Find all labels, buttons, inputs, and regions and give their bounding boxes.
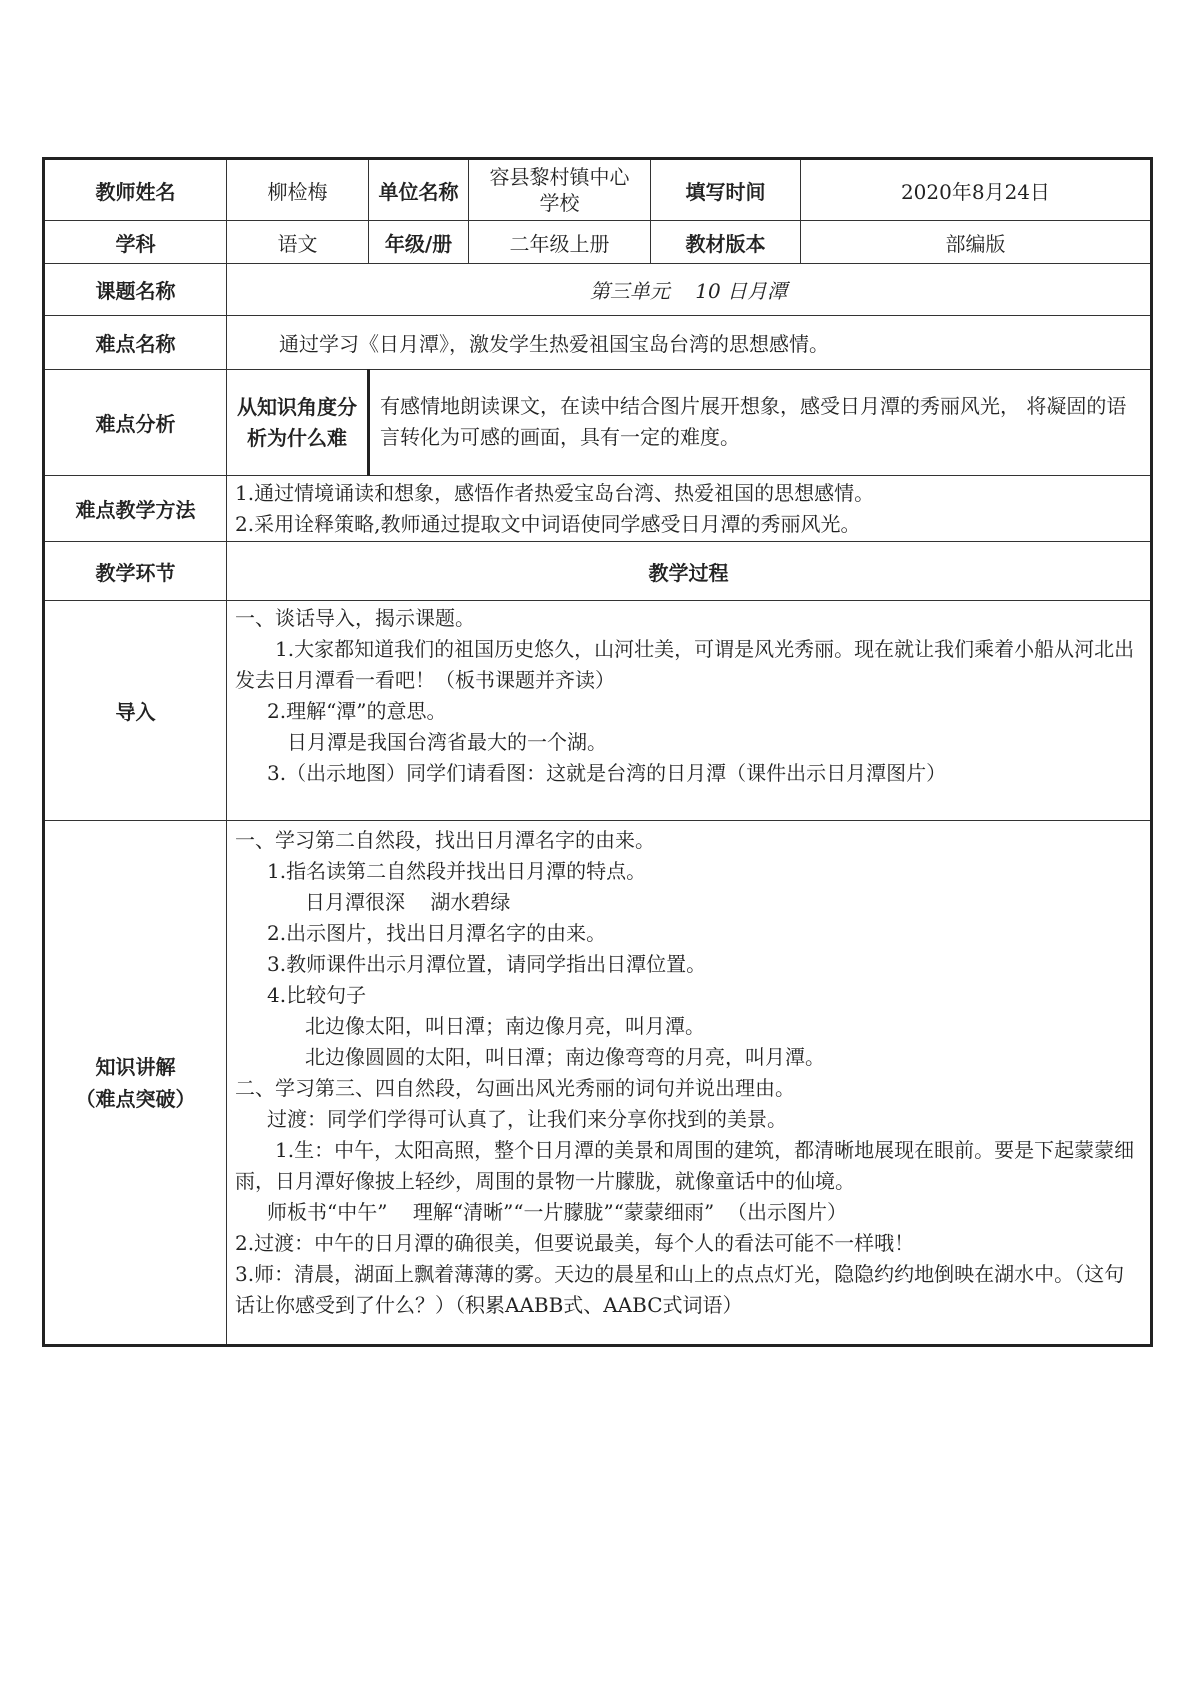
- knowledge-line: 2.出示图片，找出日月潭名字的由来。: [267, 921, 607, 945]
- knowledge-line: 2.过渡：中午的日月潭的确很美，但要说最美，每个人的看法可能不一样哦！: [235, 1231, 915, 1255]
- knowledge-line: 二、学习第三、四自然段，勾画出风光秀丽的词句并说出理由。: [235, 1076, 795, 1100]
- intro-line: 1.大家都知道我们的祖国历史悠久，山河壮美，可谓是风光秀丽。现在就让我们乘着小船从河北出发去日月潭看一看吧！（板书课题并齐读）: [235, 637, 1135, 692]
- difficulty-value: 通过学习《日月潭》，激发学生热爱祖国宝岛台湾的思想感情。: [227, 316, 1152, 370]
- knowledge-line: 师板书“中午” 理解“清晰”“一片朦胧”“蒙蒙细雨” （出示图片）: [267, 1200, 847, 1224]
- knowledge-line: 1.指名读第二自然段并找出日月潭的特点。: [267, 859, 647, 883]
- difficulty-label: 难点名称: [44, 316, 227, 370]
- fill-date: 2020年8月24日: [801, 159, 1152, 221]
- header-row-2: [44, 221, 1152, 264]
- process-header-row: [44, 542, 1152, 601]
- knowledge-label: [44, 821, 227, 1346]
- knowledge-row: [44, 821, 1152, 1346]
- process-label: 教学过程: [227, 542, 1152, 601]
- intro-content: [227, 601, 1152, 821]
- intro-line: 日月潭是我国台湾省最大的一个湖。: [287, 730, 607, 754]
- analysis-row: [44, 370, 1152, 476]
- knowledge-content: [227, 821, 1152, 1346]
- method-label: 难点教学方法: [44, 476, 227, 542]
- knowledge-label-line1: 知识讲解: [95, 1054, 176, 1079]
- knowledge-line: 北边像圆圆的太阳，叫日潭；南边像弯弯的月亮，叫月潭。: [305, 1045, 825, 1069]
- unit-label: 单位名称: [369, 159, 469, 221]
- teacher-label: 教师姓名: [44, 159, 227, 221]
- intro-row: [44, 601, 1152, 821]
- intro-line: 3.（出示地图）同学们请看图：这就是台湾的日月潭（课件出示日月潭图片）: [267, 761, 947, 785]
- topic-value: 第三单元 10 日月潭: [227, 264, 1152, 316]
- analysis-value: 有感情地朗读课文，在读中结合图片展开想象，感受日月潭的秀丽风光， 将凝固的语言转化为可感的画面，具有一定的难度。: [369, 370, 1152, 476]
- method-line: 2.采用诠释策略,教师通过提取文中词语使同学感受日月潭的秀丽风光。: [235, 511, 861, 536]
- edition-label: 教材版本: [651, 221, 801, 264]
- difficulty-row: [44, 316, 1152, 370]
- grade-label: 年级/册: [369, 221, 469, 264]
- knowledge-line: 过渡：同学们学得可认真了，让我们来分享你找到的美景。: [267, 1107, 787, 1131]
- intro-line: 2.理解“潭”的意思。: [267, 699, 447, 723]
- analysis-sub-label: 从知识角度分析为什么难: [227, 370, 369, 476]
- intro-line: 一、谈话导入，揭示课题。: [235, 606, 475, 630]
- method-line: 1.通过情境诵读和想象，感悟作者热爱宝岛台湾、热爱祖国的思想感情。: [235, 480, 875, 505]
- subject-value: 语文: [227, 221, 369, 264]
- lesson-plan-table: [42, 157, 1153, 1347]
- method-row: [44, 476, 1152, 542]
- knowledge-line: 一、学习第二自然段，找出日月潭名字的由来。: [235, 828, 655, 852]
- unit-name: 容县黎村镇中心学校: [469, 159, 651, 221]
- intro-label: 导入: [44, 601, 227, 821]
- knowledge-line: 1.生：中午，太阳高照，整个日月潭的美景和周围的建筑，都清晰地展现在眼前。要是下起蒙蒙细雨，日月潭好像披上轻纱，周围的景物一片朦胧，就像童话中的仙境。: [235, 1138, 1135, 1193]
- analysis-label: 难点分析: [44, 370, 227, 476]
- method-lines: [227, 476, 1152, 542]
- grade-value: 二年级上册: [469, 221, 651, 264]
- date-label: 填写时间: [651, 159, 801, 221]
- teacher-name: 柳检梅: [227, 159, 369, 221]
- knowledge-line: 3.师：清晨，湖面上飘着薄薄的雾。天边的晨星和山上的点点灯光，隐隐约约地倒映在湖水中。（这句话让你感受到了什么？）（积累AABB式、AABC式词语）: [235, 1262, 1125, 1317]
- knowledge-line: 3.教师课件出示月潭位置，请同学指出日潭位置。: [267, 952, 707, 976]
- edition-value: 部编版: [801, 221, 1152, 264]
- knowledge-label-line2: （难点突破）: [75, 1086, 196, 1111]
- subject-label: 学科: [44, 221, 227, 264]
- process-stage-label: 教学环节: [44, 542, 227, 601]
- knowledge-line: 北边像太阳，叫日潭；南边像月亮，叫月潭。: [305, 1014, 705, 1038]
- knowledge-line: 4.比较句子: [267, 983, 367, 1007]
- header-row-1: [44, 159, 1152, 221]
- knowledge-line: 日月潭很深 湖水碧绿: [305, 890, 511, 914]
- topic-row: [44, 264, 1152, 316]
- topic-label: 课题名称: [44, 264, 227, 316]
